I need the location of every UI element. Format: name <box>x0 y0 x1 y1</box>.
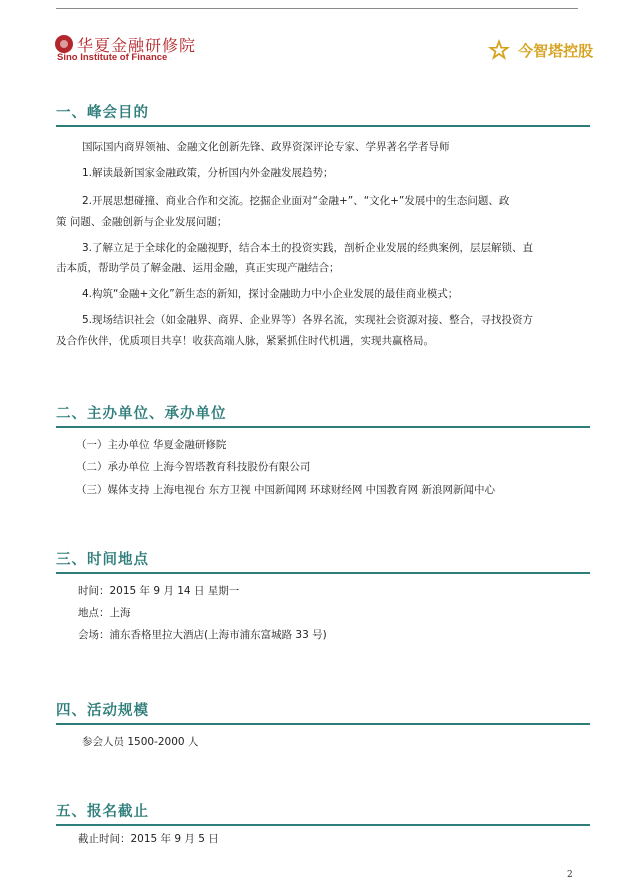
section-rule <box>56 723 590 725</box>
section-purpose <box>56 101 590 127</box>
paragraph-line: 截止时间：2015 年 9 月 5 日 <box>78 833 219 845</box>
section-rule <box>56 572 590 574</box>
paragraph-line: 5.现场结识社会（如金融界、商界、企业界等）各界名流，实现社会资源对接、整合，寻找投资方 <box>82 314 534 326</box>
jinzhita-logo <box>487 38 593 64</box>
section-deadline <box>56 800 590 826</box>
section-scale <box>56 699 590 725</box>
sino-institute-logo <box>55 33 245 65</box>
paragraph-line: 1.解读最新国家金融政策，分析国内外金融发展趋势； <box>82 167 334 179</box>
logo-left-cn: 华夏金融研修院 <box>77 36 197 55</box>
section-organizers <box>56 402 590 428</box>
section-rule <box>56 824 590 826</box>
section-title: 一、峰会目的 <box>56 105 149 121</box>
section-rule <box>56 125 590 127</box>
section-title: 二、主办单位、承办单位 <box>56 406 227 422</box>
section-title: 三、时间地点 <box>56 552 149 568</box>
paragraph-line: 参会人员 1500-2000 人 <box>82 736 199 748</box>
paragraph-line: 策 问题、金融创新与企业发展问题； <box>56 216 228 228</box>
paragraph-line: 会场：浦东香格里拉大酒店(上海市浦东富城路 33 号) <box>78 629 327 641</box>
paragraph-line: 4.构筑“金融+文化”新生态的新知，探讨金融助力中小企业发展的最佳商业模式； <box>82 288 459 300</box>
section-title: 四、活动规模 <box>56 703 149 719</box>
seal-icon <box>55 35 73 53</box>
paragraph-line: 及合作伙伴，优质项目共享！收获高端人脉，紧紧抓住时代机遇，实现共赢格局。 <box>56 335 434 347</box>
paragraph-line: （三）媒体支持 上海电视台 东方卫视 中国新闻网 环球财经网 中国教育网 新浪网新闻中心 <box>76 484 496 496</box>
section-rule <box>56 426 590 428</box>
paragraph-line: 地点：上海 <box>78 607 131 619</box>
logo-left-en: Sino Institute of Finance <box>57 52 168 63</box>
paragraph-line: （一）主办单位 华夏金融研修院 <box>76 439 227 451</box>
paragraph-line: 击本质，帮助学员了解金融、运用金融，真正实现产融结合； <box>56 262 340 274</box>
section-time-place <box>56 548 590 574</box>
logo-right-text: 今智塔控股 <box>518 41 594 60</box>
paragraph-line: （二）承办单位 上海今智塔教育科技股份有限公司 <box>76 461 311 473</box>
header-top-rule <box>56 8 578 9</box>
paragraph-line: 3.了解立足于全球化的金融视野，结合本土的投资实践，剖析企业发展的经典案例，层层解锁、直 <box>82 242 534 254</box>
section-title: 五、报名截止 <box>56 804 149 820</box>
paragraph-line: 时间：2015 年 9 月 14 日 星期一 <box>78 585 240 597</box>
paragraph-line: 国际国内商界领袖、金融文化创新先锋、政界资深评论专家、学界著名学者导师 <box>82 141 450 153</box>
page-number: 2 <box>567 870 573 880</box>
paragraph-line: 2.开展思想碰撞、商业合作和交流。挖掘企业面对“金融+”、“文化+”发展中的生态问题、政 <box>82 195 510 207</box>
star-emblem-icon <box>487 38 511 62</box>
